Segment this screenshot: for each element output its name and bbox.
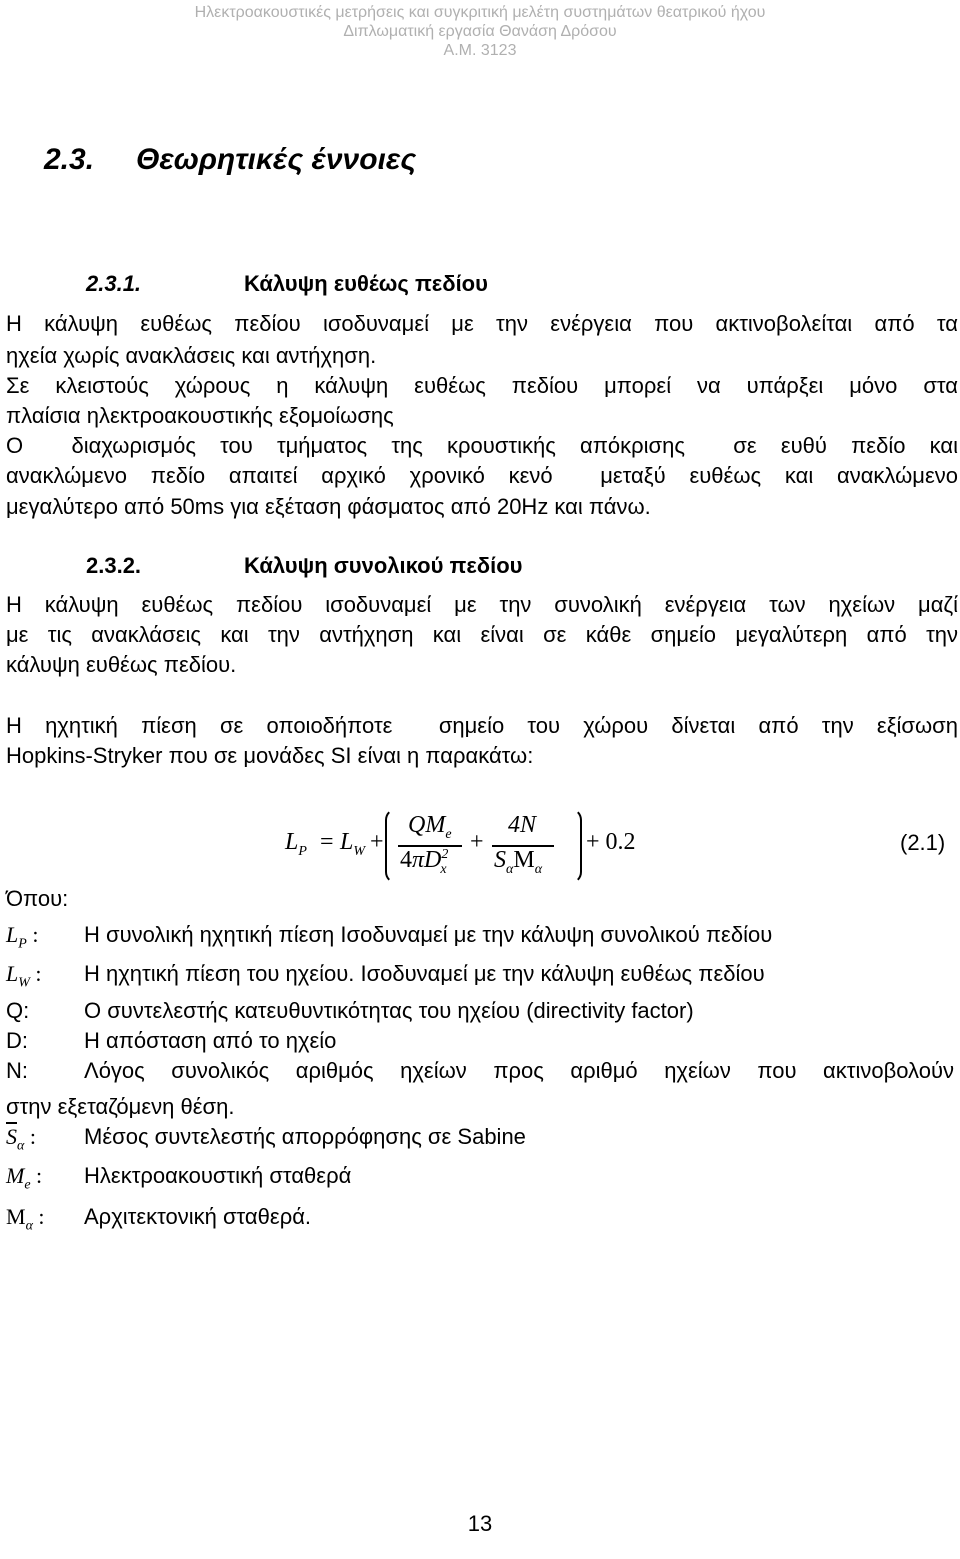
where-label: Όπου: [6, 886, 69, 911]
fraction-denominator-2: $\overline{S}_\alpha M_\alpha$ [494, 847, 543, 877]
equation-lhs: $L_P$ [285, 829, 307, 859]
paragraph-line: Η κάλυψη ευθέως πεδίου ισοδυναμεί με την ενέργεια που ακτινοβολείται από τα [6, 311, 958, 336]
header-title: Ηλεκτροακουστικές μετρήσεις και συγκριτική μελέτη συστημάτων θεατρικού ήχου [194, 4, 766, 21]
def-text: Η απόσταση από το ηχείο [84, 1028, 337, 1053]
def-symbol: Q: [6, 998, 30, 1023]
def-symbol: $M_e$ : [6, 1163, 43, 1193]
def-symbol: $L_W$ : [6, 961, 42, 991]
equation-equals: = [320, 829, 334, 855]
fraction-numerator-2: 4N [508, 812, 537, 838]
equation-plus-2: + [470, 829, 484, 855]
def-text: Η συνολική ηχητική πίεση Ισοδυναμεί με την κάλυψη συνολικού πεδίου [84, 922, 773, 947]
def-symbol: $\overline{S}_\alpha$ : [6, 1124, 36, 1154]
paragraph-line: Σε κλειστούς χώρους η κάλυψη ευθέως πεδίου μπορεί να υπάρξει μόνο στα [6, 373, 958, 398]
paragraph-line: μεγαλύτερο από 50ms για εξέταση φάσματος από 20Hz και πάνω. [6, 494, 651, 519]
def-text-continuation: στην εξεταζόμενη θέση. [6, 1094, 235, 1119]
equation-constant: + 0.2 [586, 829, 636, 855]
header-student-id: Α.Μ. 3123 [443, 42, 517, 59]
def-text: Ο συντελεστής κατευθυντικότητας του ηχείου (directivity factor) [84, 998, 694, 1023]
equation-label: (2.1) [900, 830, 946, 855]
def-symbol: N: [6, 1058, 29, 1083]
equation-plus: + [370, 829, 384, 855]
def-text: Αρχιτεκτονική σταθερά. [84, 1204, 312, 1229]
def-text: Ηλεκτροακουστική σταθερά [84, 1163, 352, 1188]
section-number: 2.3. [44, 143, 95, 176]
paragraph-line: ανακλώμενο πεδίο απαιτεί αρχικό χρονικό κενό μεταξύ ευθέως και ανακλώμενο [6, 463, 958, 488]
subsection-heading-1 [86, 271, 141, 297]
subsection-number-1: 2.3.1. [86, 271, 142, 296]
equation-lw: $L_W$ [340, 829, 366, 859]
paragraph-line: πλαίσια ηλεκτροακουστικής εξομοίωσης [6, 403, 394, 428]
section-heading [44, 143, 416, 177]
paragraph-line: Η κάλυψη ευθέως πεδίου ισοδυναμεί με την συνολική ενέργεια των ηχείων μαζί [6, 592, 958, 617]
def-symbol: $M_\alpha$ : [6, 1204, 45, 1234]
section-title: Θεωρητικές έννοιες [136, 143, 417, 176]
paragraph-line: Hopkins-Stryker που σε μονάδες SI είναι η παρακάτω: [6, 743, 534, 768]
paragraph-line: Η ηχητική πίεση σε οποιοδήποτε σημείο του χώρου δίνεται από την εξίσωση [6, 713, 958, 738]
right-parenthesis [568, 808, 582, 884]
def-symbol: $L_P$ : [6, 922, 39, 952]
def-text: Μέσος συντελεστής απορρόφησης σε Sabine [84, 1124, 526, 1149]
subsection-title-2: Κάλυψη συνολικού πεδίου [244, 553, 523, 578]
paragraph-line: με τις ανακλάσεις και την αντήχηση και είναι σε κάθε σημείο μεγαλύτερη από την [6, 622, 958, 647]
paragraph-line: ηχεία χωρίς ανακλάσεις και αντήχηση. [6, 343, 377, 368]
subsection-title-1: Κάλυψη ευθέως πεδίου [244, 271, 488, 296]
paragraph-line: Ο διαχωρισμός του τμήματος της κρουστικής απόκρισης σε ευθύ πεδίο και [6, 433, 958, 458]
fraction-denominator-1: $4\pi D^2_x$ [400, 847, 449, 877]
left-parenthesis [385, 808, 399, 884]
subsection-number-2: 2.3.2. [86, 553, 142, 578]
def-symbol: D: [6, 1028, 29, 1053]
page-number: 13 [467, 1511, 493, 1536]
def-text: Η ηχητική πίεση του ηχείου. Ισοδυναμεί με την κάλυψη ευθέως πεδίου [84, 961, 765, 986]
fraction-numerator-1: $QM_e$ [408, 812, 452, 842]
def-text: Λόγος συνολικός αριθμός ηχείων προς αριθμό ηχείων που ακτινοβολούν [84, 1058, 954, 1083]
paragraph-line: κάλυψη ευθέως πεδίου. [6, 652, 237, 677]
header-author: Διπλωματική εργασία Θανάση Δρόσου [343, 23, 617, 40]
